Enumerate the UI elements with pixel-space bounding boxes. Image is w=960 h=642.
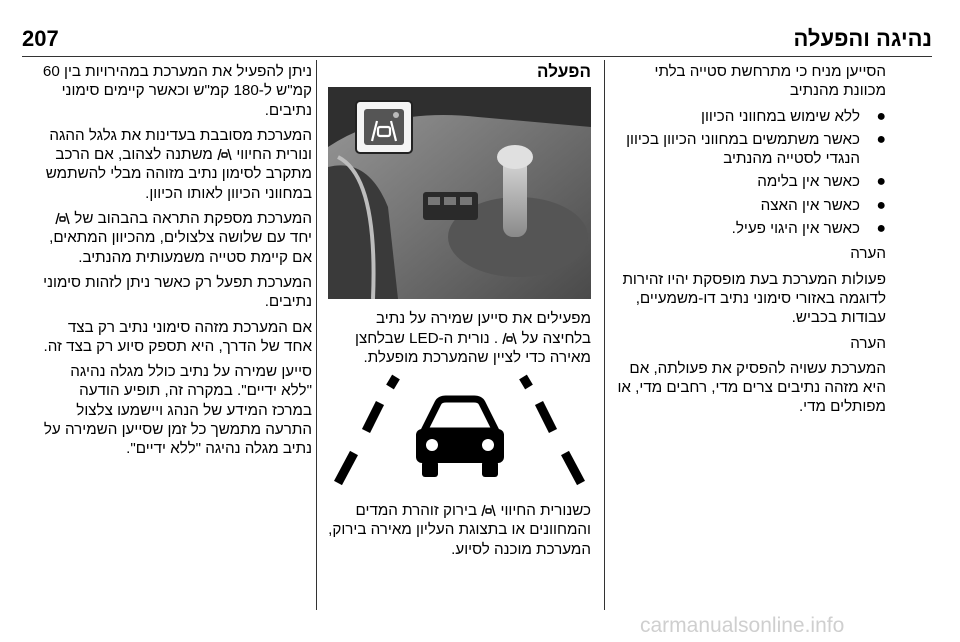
list-item: ● כאשר אין בלימה	[757, 173, 886, 191]
bullet-dot-icon: ●	[876, 196, 886, 214]
lane-keep-icon	[502, 332, 517, 345]
lane-keep-icon	[55, 212, 70, 225]
list-item: ● כאשר אין היגוי פעיל.	[731, 220, 886, 238]
note-title: הערה	[850, 334, 886, 352]
header-rule	[22, 56, 932, 57]
section-title: הפעלה	[537, 62, 591, 81]
car-interior-illustration	[328, 87, 591, 299]
intro-text: הסייען מניח כי מתרחשת סטייה בלתי מכוונת מהנתיב	[654, 63, 886, 100]
lane-keep-icon	[481, 504, 496, 517]
page-header	[22, 26, 932, 54]
list-item: ● כאשר משתמשים במחווני הכיוון בכיוון הנגדי לסטייה מהנתיב	[626, 130, 886, 168]
column-divider-right	[604, 60, 605, 610]
condition-list	[616, 107, 886, 239]
status-text: כשנורית החיווי בירוק זוהרת המדים והמחוונים או בתצוגת העליון מאירה בירוק, המערכת מוכנה לסיוע.	[328, 502, 591, 558]
hands-off-text: סייען שמירה על נתיב כולל מגלה נהיגה "ללא ידיים". במקרה זה, תופיע הודעה במרכז המידע של הנהג ויישמעו צלצול התרעה מתמשך כל זמן שסייען השמירה על נתיב מגלה נהיגה "ללא ידיים".	[43, 363, 312, 458]
steering-text: המערכת מסובבת בעדינות את גלגל ההגה ונורית החיווי משתנה לצהוב, אם הרכב מתקרב לסימון נתיב מזוהה מבלי להשתמש במחווני הכיוון לאותו הכיוון.	[45, 126, 312, 202]
dashboard-photo	[328, 87, 591, 299]
list-item: ● ללא שימוש במחווני הכיוון	[701, 107, 886, 125]
lane-marking-text: המערכת תפעל רק כאשר ניתן לזהות סימוני נתיבים.	[43, 273, 312, 311]
column-left	[38, 62, 312, 465]
chapter-title: נהיגה והפעלה	[793, 26, 932, 51]
bullet-dot-icon: ●	[876, 107, 886, 125]
watermark: carmanualsonline.info	[640, 614, 845, 637]
list-item: ● כאשר אין האצה	[760, 196, 886, 214]
lane-keep-icon	[217, 148, 232, 161]
lane-keep-large-icon	[328, 373, 591, 491]
column-divider-left	[316, 60, 317, 610]
note-text: המערכת עשויה להפסיק את פעולתה, אם היא מזהה נתיבים צרים מדי, רחבים מדי, או מפותלים מדי.	[617, 359, 886, 416]
column-right	[616, 62, 886, 423]
bullet-dot-icon: ●	[876, 173, 886, 191]
one-side-text: אם המערכת מזהה סימוני נתיב רק בצד אחד של הדרך, היא תספק סיוע רק בצד זה.	[43, 318, 312, 355]
note-text: פעולות המערכת בעת מופסקת יהיו זהירות לדוגמה באזורי סימוני נתיב דו-משמעיים, עבודות בכביש.	[622, 270, 886, 327]
page-number: 207	[22, 26, 59, 51]
speed-range-text: ניתן להפעיל את המערכת במהירויות בין 60 קמ"ש ל-180 קמ"ש וכאשר קיימים סימוני נתיבים.	[42, 63, 312, 119]
note-title: הערה	[850, 245, 886, 263]
bullet-dot-icon: ●	[876, 220, 886, 238]
warning-text: המערכת מספקת התראה בהבהוב של יחד עם שלושה צלצולים, מהכיוון המתאים, אם קיימת סטייה משמעותית מהנתיב.	[49, 210, 312, 266]
activation-text: מפעילים את סייען שמירה על נתיב בלחיצה על . נורית ה-LED שבלחצן מאירה כדי לציין שהמערכת מופעלת.	[355, 310, 591, 366]
column-middle	[328, 62, 591, 565]
bullet-dot-icon: ●	[876, 130, 886, 148]
